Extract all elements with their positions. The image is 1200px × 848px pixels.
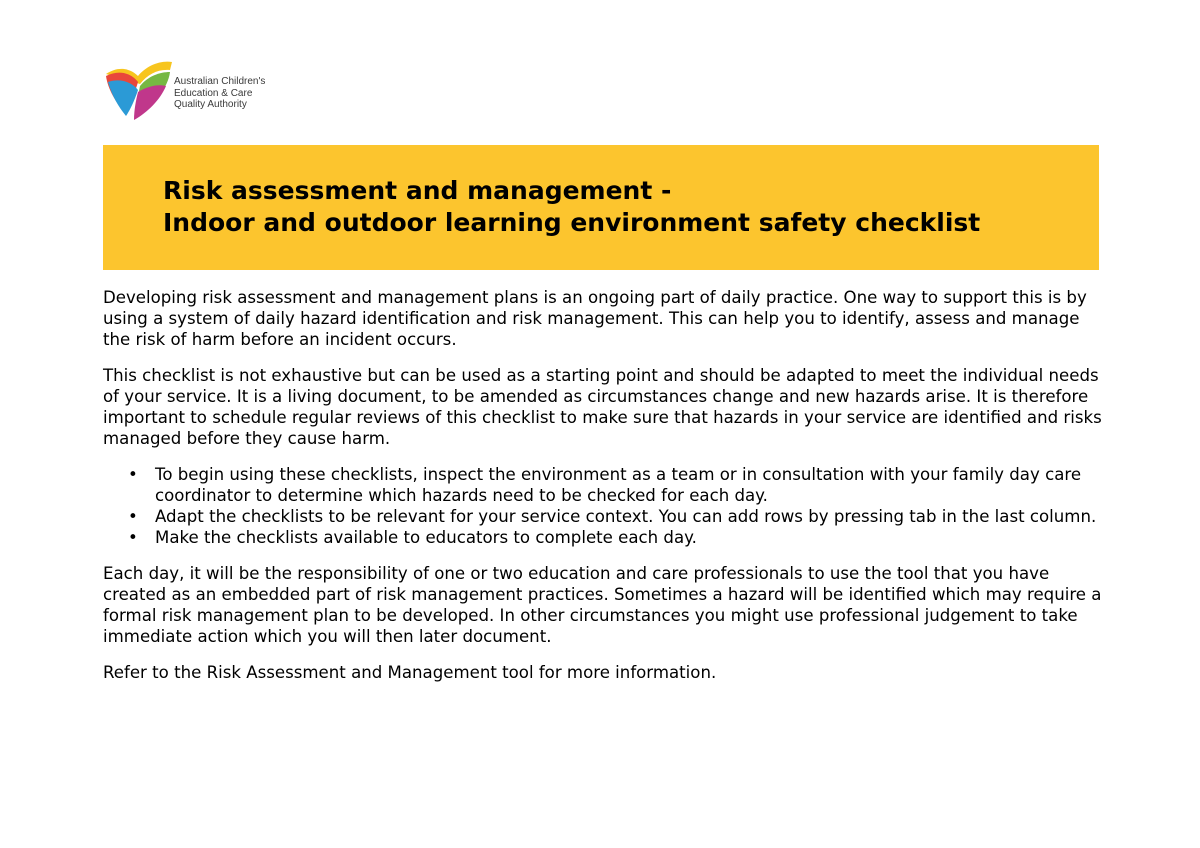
page-title-line-1: Risk assessment and management - — [163, 176, 672, 205]
list-item-text: Make the checklists available to educators to complete each day. — [155, 528, 697, 547]
bullet-icon: • — [128, 507, 138, 526]
reference-paragraph: Refer to the Risk Assessment and Management tool for more information. — [103, 663, 717, 682]
list-item-text: To begin using these checklists, inspect the environment as a team or in consultation with your family day care coordinator to determine which hazards need to be checked for each day. — [155, 465, 1082, 505]
checklist-description-paragraph: This checklist is not exhaustive but can be used as a starting point and should be adapted to meet the individual needs of your service. It is a living document, to be amended as circumstances change and new hazards arise. It is therefore important to schedule regular reviews of this checklist to make sure that hazards in your service are identified and risks managed before they cause harm. — [103, 366, 1102, 448]
list-item — [128, 506, 1103, 527]
acecqa-logo — [104, 56, 304, 122]
logo-line-3: Quality Authority — [174, 99, 247, 110]
responsibility-paragraph: Each day, it will be the responsibility of one or two education and care professionals to use the tool that you have created as an embedded part of risk management practices. Sometimes a hazard will be identified which may require a formal risk management plan to be developed. In other circumstances you might use professional judgement to take immediate action which you will then later document. — [103, 564, 1102, 646]
page-title-line-2: Indoor and outdoor learning environment safety checklist — [163, 208, 981, 237]
title-banner — [103, 145, 1099, 270]
intro-paragraph: Developing risk assessment and management plans is an ongoing part of daily practice. One way to support this is by using a system of daily hazard identification and risk management. This can help you to identify, assess and manage the risk of harm before an incident occurs. — [103, 288, 1087, 349]
list-item — [128, 464, 1103, 506]
bullet-icon: • — [128, 465, 138, 484]
logo-wordmark — [174, 76, 265, 111]
page-title — [163, 175, 980, 239]
list-item-text: Adapt the checklists to be relevant for your service context. You can add rows by pressing tab in the last column. — [155, 507, 1097, 526]
logo-line-2: Education & Care — [174, 87, 253, 99]
list-item — [128, 527, 1103, 548]
bullet-icon: • — [128, 528, 138, 547]
logo-line-1: Australian Children's — [174, 76, 266, 87]
instructions-list — [103, 464, 1103, 548]
document-body — [103, 287, 1103, 698]
acecqa-logo-mark — [104, 56, 174, 122]
